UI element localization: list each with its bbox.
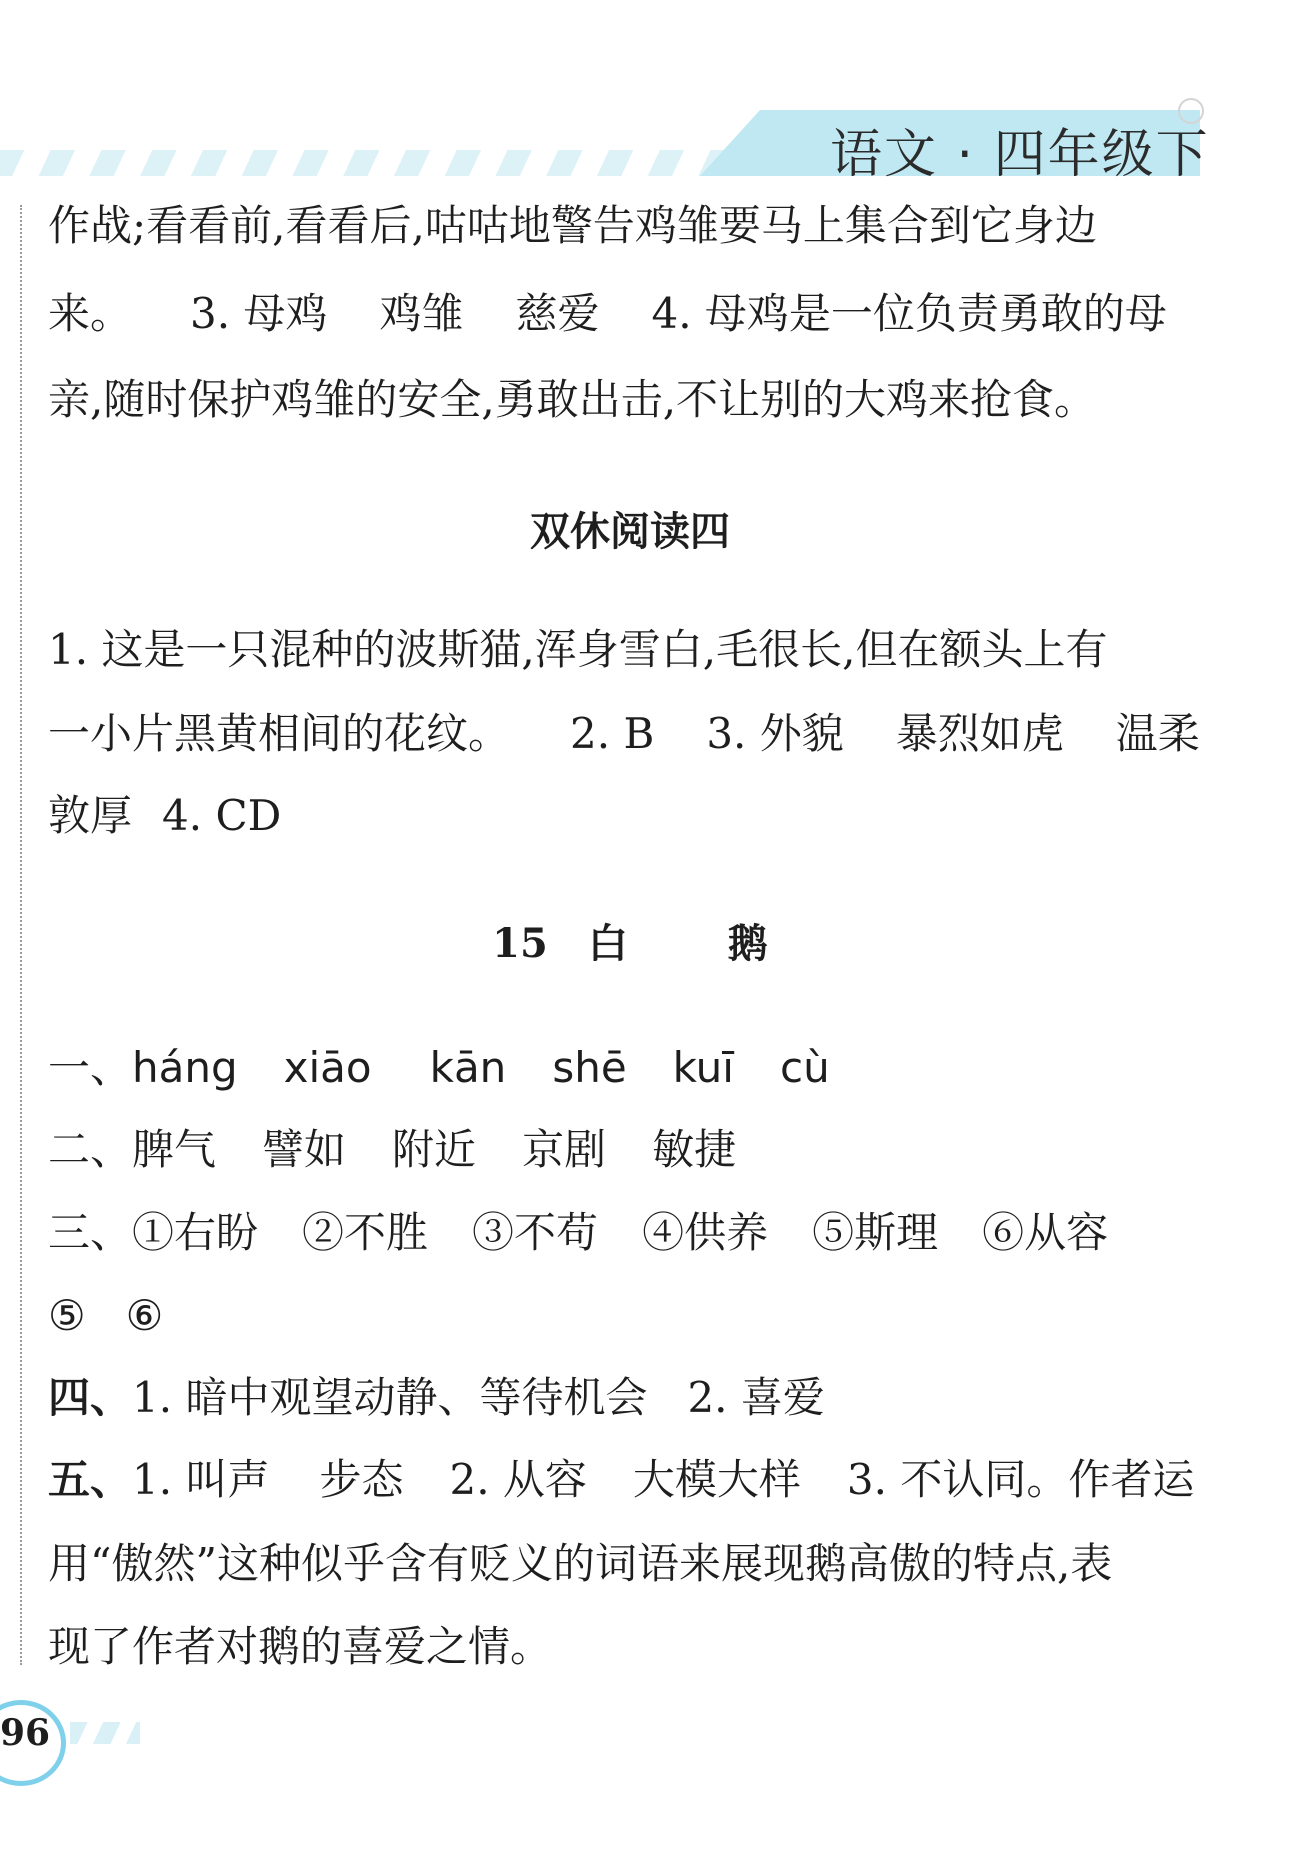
- answer-line: [48, 704, 1200, 764]
- answer-text: 温柔: [1115, 709, 1200, 758]
- word-item: 京剧: [522, 1125, 607, 1174]
- footer-decoration: [70, 1722, 140, 1744]
- lesson-title-char: 鹅: [727, 920, 768, 967]
- book-title: 语文 · 四年级下: [830, 125, 1210, 185]
- lesson-heading: [0, 912, 1260, 969]
- answer-text: 大模大样: [632, 1455, 801, 1504]
- lesson-title-char: 白: [587, 920, 628, 967]
- question-3-line-2: [48, 1286, 163, 1346]
- answer-text: 2. 从容: [449, 1455, 587, 1504]
- question-prefix: 四、: [48, 1373, 133, 1422]
- answer-text: 4. CD: [162, 791, 282, 840]
- word-item: 附近: [392, 1125, 477, 1174]
- answer-text: 3. 母鸡: [190, 289, 328, 338]
- answer-text: 3. 外貌: [706, 709, 844, 758]
- answer-line: 作战;看看前,看看后,咕咕地警告鸡雏要马上集合到它身边: [48, 201, 1097, 250]
- answer-text: 步态: [319, 1455, 404, 1504]
- answer-line: 用“傲然”这种似乎含有贬义的词语来展现鹅高傲的特点,表: [48, 1539, 1113, 1588]
- word-item: ⑤斯理: [812, 1208, 939, 1257]
- question-prefix: 五、: [48, 1455, 133, 1504]
- pinyin-item: xiāo: [283, 1043, 372, 1092]
- page-number: 96: [0, 1712, 51, 1754]
- answer-text: 4. 母鸡是一位负责勇敢的母: [651, 289, 1167, 338]
- word-item: ⑥从容: [982, 1208, 1109, 1257]
- answer-text: 1. 叫声: [132, 1455, 270, 1504]
- answer-text: 一小片黑黄相间的花纹。: [48, 709, 511, 758]
- question-1-line: [48, 1038, 830, 1098]
- question-prefix: 三、: [48, 1208, 133, 1257]
- question-3-line: [48, 1203, 1108, 1263]
- pinyin-item: háng: [132, 1043, 238, 1092]
- question-prefix: 一、: [48, 1043, 133, 1092]
- question-2-line: [48, 1120, 736, 1180]
- pinyin-item: kān: [429, 1043, 507, 1092]
- word-item: 敏捷: [652, 1125, 737, 1174]
- answer-text: 1. 暗中观望动静、等待机会: [132, 1373, 648, 1422]
- word-item: ②不胜: [302, 1208, 429, 1257]
- answer-text: 3. 不认同。作者运: [846, 1455, 1195, 1504]
- answer-text: 来。: [48, 289, 133, 338]
- word-item: ⑥: [125, 1291, 164, 1340]
- answer-text: 鸡雏: [379, 289, 464, 338]
- answer-text: 暴烈如虎: [895, 709, 1064, 758]
- section-heading: 双休阅读四: [530, 508, 730, 555]
- word-item: ⑤: [48, 1291, 86, 1340]
- question-prefix: 二、: [48, 1125, 133, 1174]
- pinyin-item: cù: [779, 1043, 830, 1092]
- answer-line: 1. 这是一只混种的波斯猫,浑身雪白,毛很长,但在额头上有: [48, 625, 1108, 674]
- answer-line: 亲,随时保护鸡雏的安全,勇敢出击,不让别的大鸡来抢食。: [48, 375, 1097, 424]
- pinyin-item: kuī: [672, 1043, 734, 1092]
- answer-line: [48, 284, 1167, 344]
- corner-mark-icon: [1178, 98, 1204, 124]
- word-item: ①右盼: [132, 1208, 259, 1257]
- answer-text: 敦厚: [48, 791, 133, 840]
- lesson-number: 15: [492, 920, 548, 967]
- word-item: 譬如: [262, 1125, 347, 1174]
- question-4-line: [48, 1368, 825, 1428]
- pinyin-list: [132, 1043, 830, 1092]
- word-item: ③不苟: [472, 1208, 599, 1257]
- pinyin-item: shē: [552, 1043, 627, 1092]
- answer-text: 2. 喜爱: [687, 1373, 825, 1422]
- header-decoration: [0, 150, 760, 176]
- word-item: 脾气: [132, 1125, 217, 1174]
- answer-text: 2. B: [570, 709, 655, 758]
- answer-line: [48, 786, 281, 846]
- answer-text: 慈爱: [515, 289, 600, 338]
- question-5-line: [48, 1450, 1194, 1510]
- word-item: ④供养: [642, 1208, 769, 1257]
- answer-line: 现了作者对鹅的喜爱之情。: [48, 1622, 553, 1671]
